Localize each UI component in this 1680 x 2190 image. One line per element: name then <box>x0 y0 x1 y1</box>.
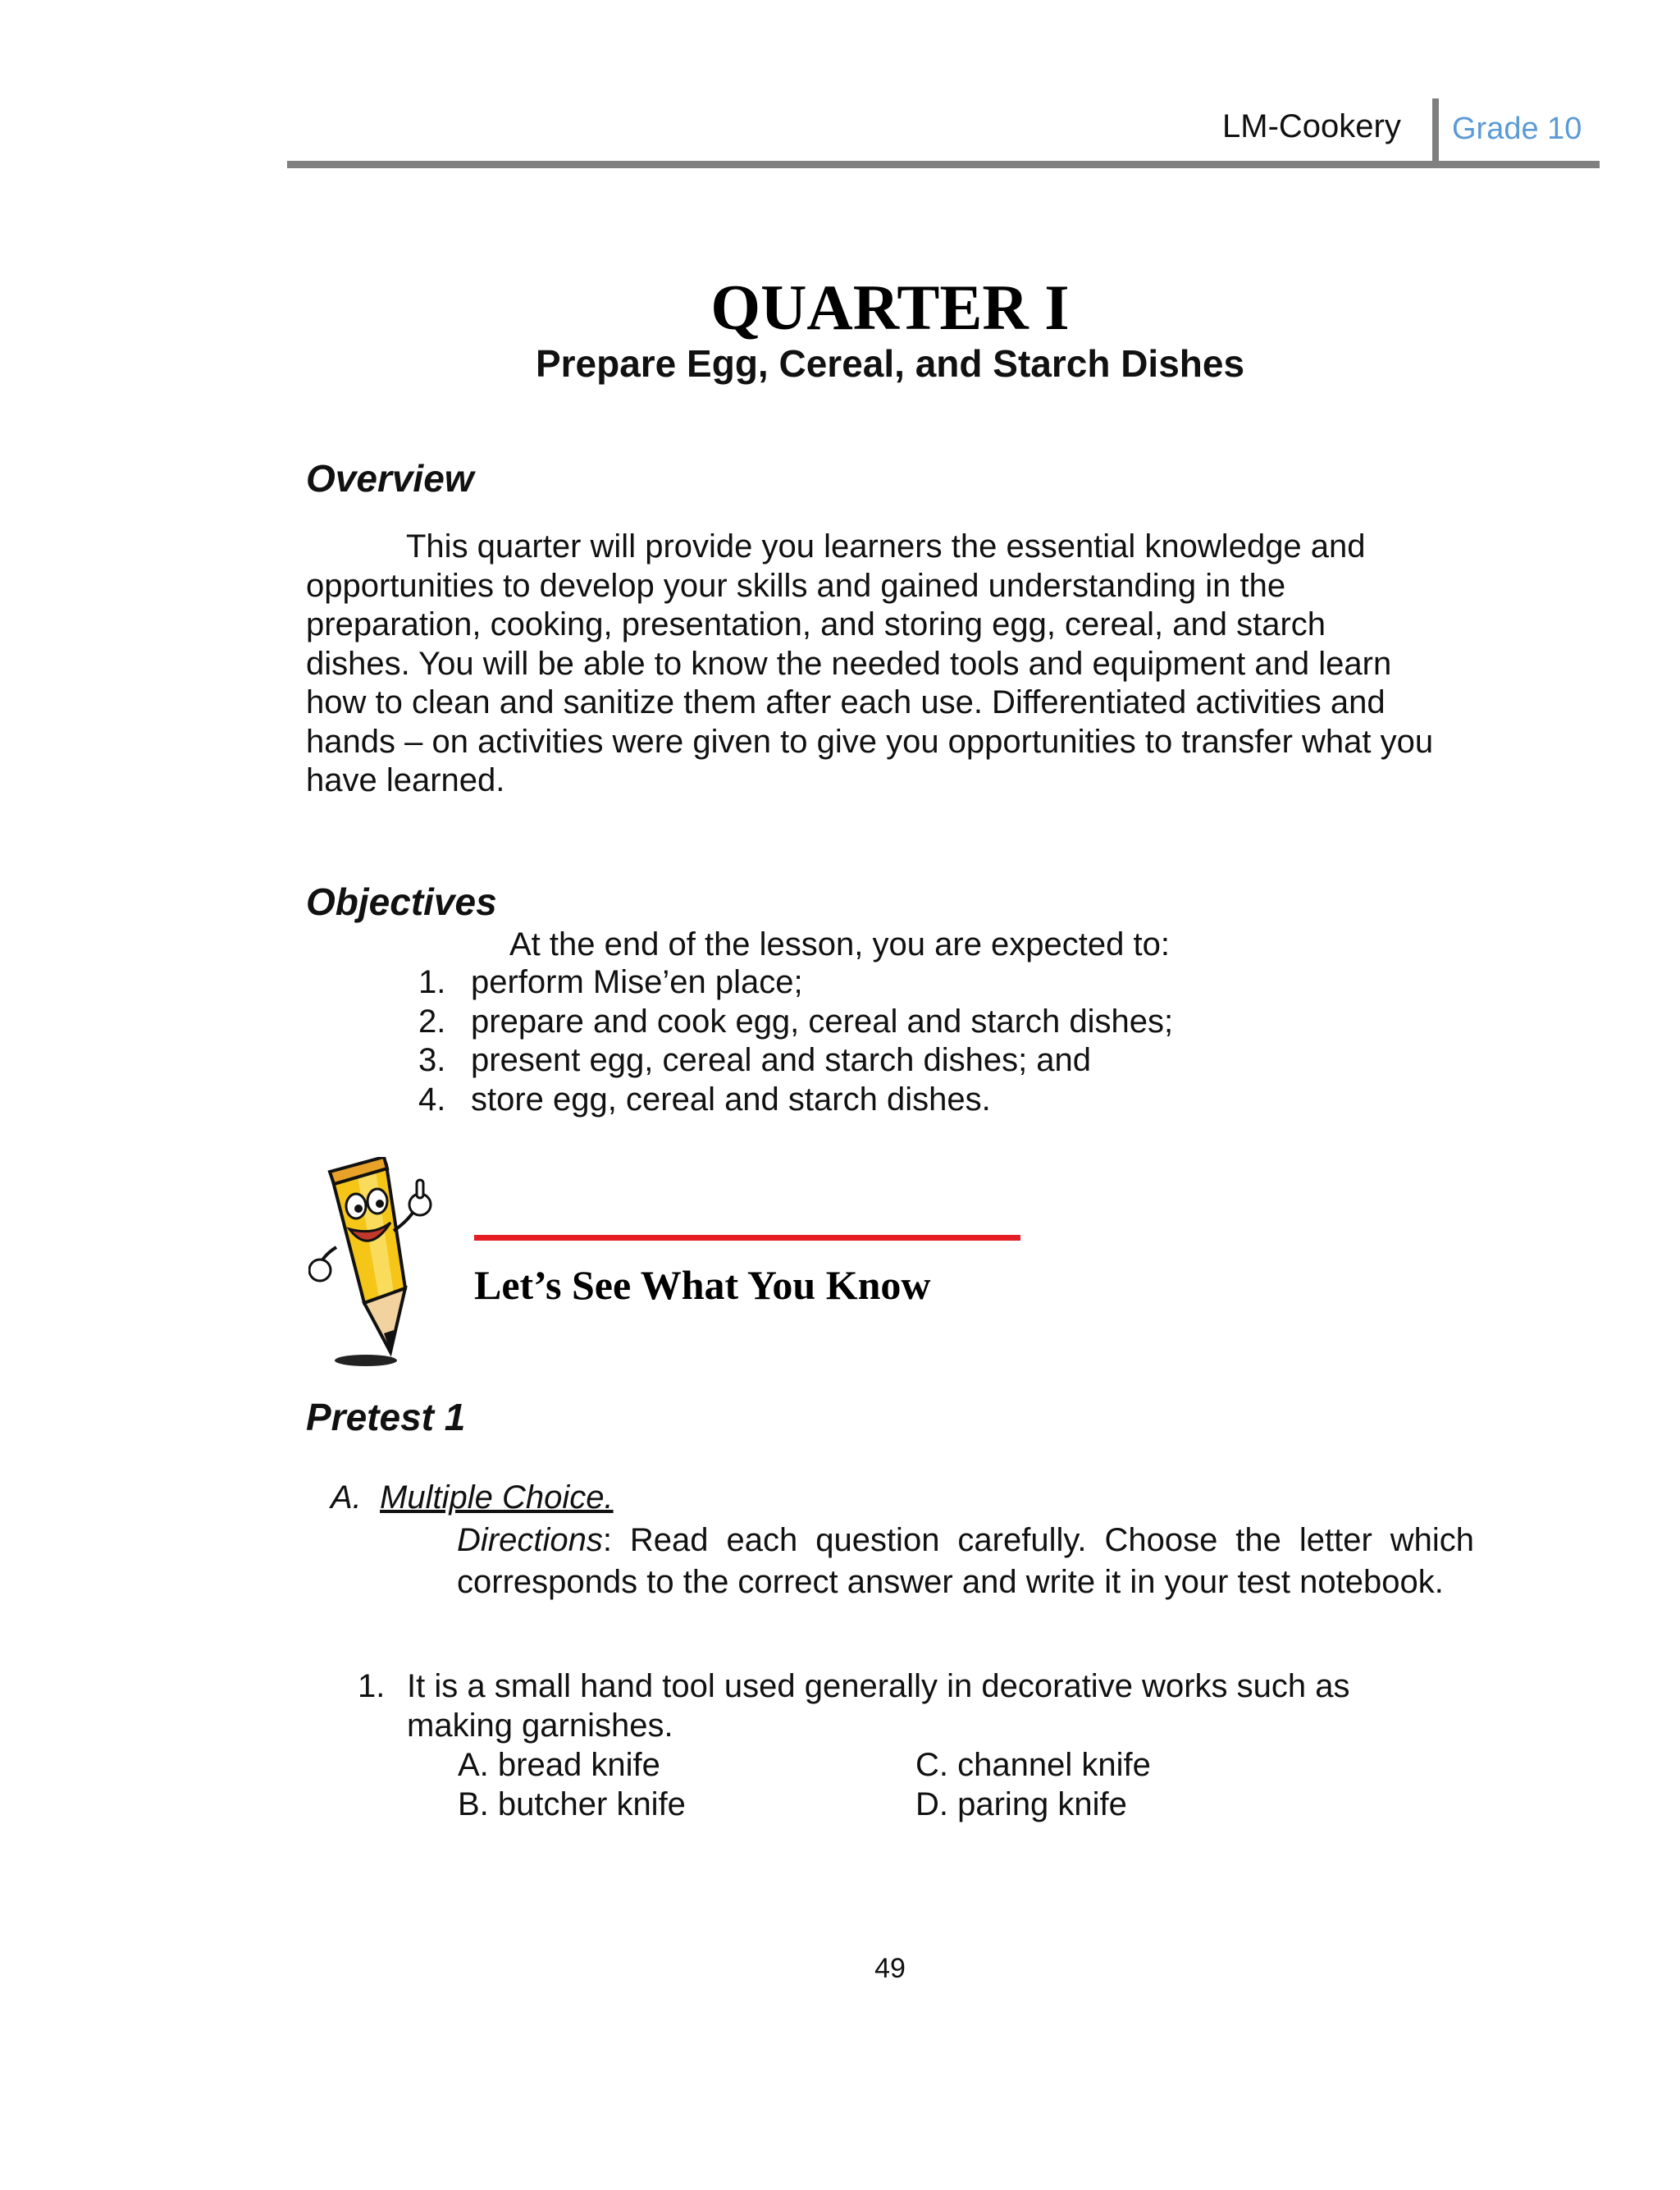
question-item <box>358 1667 1349 1745</box>
banner-rule <box>474 1235 1020 1241</box>
section-banner: Let’s See What You Know <box>474 1262 931 1308</box>
directions-text <box>457 1520 1474 1603</box>
pretest-heading: Pretest 1 <box>306 1396 466 1438</box>
list-item-number: 2. <box>418 1003 446 1040</box>
overview-line: how to clean and sanitize them after each use. Differentiated activities and <box>306 684 1386 720</box>
list-item-number: 4. <box>418 1081 446 1118</box>
overview-line: preparation, cooking, presentation, and storing egg, cereal, and starch <box>306 606 1326 642</box>
objectives-lead: At the end of the lesson, you are expected to: <box>509 926 1170 962</box>
list-item-number: 3. <box>418 1042 446 1078</box>
overview-heading: Overview <box>306 457 474 500</box>
section-letter: A. <box>331 1479 362 1516</box>
directions-body: : Read each question carefully. Choose the letter which corresponds to the correct answer and write it in your test notebook. <box>457 1522 1474 1600</box>
grade-label: Grade 10 <box>1452 112 1582 146</box>
objectives-heading: Objectives <box>306 880 497 923</box>
section-title: Multiple Choice. <box>380 1479 614 1516</box>
choice-a: A. bread knife <box>458 1747 660 1783</box>
list-item-text: prepare and cook egg, cereal and starch dishes; <box>471 1003 1174 1040</box>
course-label: LM-Cookery <box>1222 108 1401 144</box>
overview-line: dishes. You will be able to know the needed tools and equipment and learn <box>306 645 1392 682</box>
pencil-mascot-icon <box>308 1157 448 1369</box>
list-item <box>418 1041 1173 1081</box>
page-number: 49 <box>874 1953 906 1984</box>
list-item-text: perform Mise’en place; <box>471 964 803 1000</box>
overview-line: This quarter will provide you learners the essential knowledge and <box>406 528 1366 565</box>
overview-line: have learned. <box>306 762 505 798</box>
list-item <box>418 963 1173 1003</box>
choice-c: C. channel knife <box>915 1747 1151 1783</box>
list-item <box>418 1081 1173 1120</box>
choice-b: B. butcher knife <box>458 1786 686 1822</box>
overview-line: opportunities to develop your skills and gained understanding in the <box>306 567 1286 604</box>
page-title: QUARTER I <box>710 272 1070 343</box>
list-item-text: present egg, cereal and starch dishes; and <box>471 1042 1092 1078</box>
objectives-list <box>418 963 1173 1119</box>
header-divider <box>1432 98 1439 166</box>
overview-paragraph <box>306 528 1487 801</box>
multiple-choice-heading <box>331 1479 614 1516</box>
question-number: 1. <box>358 1668 386 1704</box>
choice-d: D. paring knife <box>915 1786 1127 1822</box>
overview-line: hands – on activities were given to give you opportunities to transfer what you <box>306 723 1434 760</box>
list-item <box>418 1003 1173 1042</box>
header-rule <box>287 161 1600 168</box>
question-text: It is a small hand tool used generally in decorative works such as <box>407 1668 1350 1704</box>
list-item-text: store egg, cereal and starch dishes. <box>471 1081 991 1118</box>
question-text: making garnishes. <box>407 1707 673 1744</box>
list-item-number: 1. <box>418 964 446 1000</box>
directions-label: Directions <box>457 1522 603 1558</box>
page-subtitle: Prepare Egg, Cereal, and Starch Dishes <box>535 342 1245 385</box>
